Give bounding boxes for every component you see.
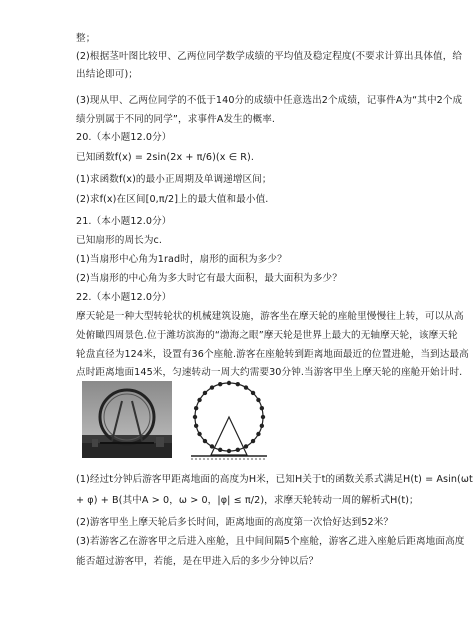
q19-part3-line2: 绩分别属于不同的同学”，求事件A发生的概率.: [76, 114, 276, 125]
q21-stem: 已知扇形的周长为c.: [76, 235, 163, 246]
cabin-dot: [260, 406, 264, 410]
q19-part2-line2: 出结论即可)；: [76, 69, 139, 80]
q22-stem-line1: 摩天轮是一种大型转轮状的机械建筑设施，游客坐在摩天轮的座舱里慢慢往上转，可以从高: [76, 311, 464, 322]
cabin-dot: [210, 385, 214, 389]
cabin-dot: [210, 444, 214, 448]
q22-part3-line1: (3)若游客乙在游客甲之后进入座舱，且中间间隔5个座舱，游客乙进入座舱后距离地面高度: [76, 536, 465, 547]
text-line-cont: 整；: [76, 33, 96, 44]
cabin-dot: [256, 398, 260, 402]
cabin-dot: [227, 381, 231, 385]
q22-part1-line2: + φ) + B(其中A > 0，ω > 0，|φ| ≤ π/2)，求摩天轮转动一周的解析式H(t)；: [76, 495, 419, 506]
ferris-wheel-photo: [82, 381, 172, 458]
cabin-dot: [244, 385, 248, 389]
cabin-dot: [256, 432, 260, 436]
cabin-dot: [236, 448, 240, 452]
cabin-dot: [251, 439, 255, 443]
cabin-dot: [218, 382, 222, 386]
cabin-dot: [203, 439, 207, 443]
q20-stem: 已知函数f(x) = 2sin(2x + π/6)(x ∈ R).: [76, 152, 255, 163]
q20-part1: (1)求函数f(x)的最小正周期及单调递增区间；: [76, 174, 272, 185]
cabin-dot: [193, 415, 197, 419]
q20-header: 20.（本小题12.0分）: [76, 132, 172, 143]
cabin-dot: [244, 444, 248, 448]
q21-part2: (2)当扇形的中心角为多大时它有最大面积，最大面积为多少？: [76, 273, 342, 284]
q22-stem-line2: 处俯瞰四周景色.位于潍坊滨海的“渤海之眼”摩天轮是世界上最大的无轴摩天轮，该摩天轮: [76, 330, 458, 341]
cabin-dot: [260, 424, 264, 428]
q22-part1-line1: (1)经过t分钟后游客甲距离地面的高度为H米，已知H关于t的函数关系式满足H(t) = Asin(ωt: [76, 474, 473, 485]
q21-part1: (1)当扇形中心角为1rad时，扇形的面积为多少？: [76, 254, 287, 265]
q22-stem-line3: 轮盘直径为124米，设置有36个座舱.游客在座舱转到距离地面最近的位置进舱，当到达最高: [76, 349, 469, 360]
cabin-dot: [197, 432, 201, 436]
q22-stem-line4: 点时距离地面145米，匀速转动一周大约需要30分钟.当游客甲坐上摩天轮的座舱开始计时.: [76, 367, 463, 378]
cabin-dot: [194, 406, 198, 410]
q19-part3-line1: (3)现从甲、乙两位同学的不低于140分的成绩中任意选出2个成绩，记事件A为“其中2个成: [76, 95, 463, 106]
q22-part2: (2)游客甲坐上摩天轮后多长时间，距离地面的高度第一次恰好达到52米？: [76, 517, 394, 528]
ferris-wheel-diagram: [187, 377, 271, 463]
q21-header: 21.（本小题12.0分）: [76, 216, 172, 227]
cabin-dot: [236, 382, 240, 386]
cabin-dot: [203, 391, 207, 395]
cabin-dot: [251, 391, 255, 395]
q22-header: 22.（本小题12.0分）: [76, 292, 172, 303]
q20-part2: (2)求f(x)在区间[0,π/2]上的最大值和最小值.: [76, 194, 269, 205]
cabin-dot: [227, 449, 231, 453]
cabin-dot: [218, 448, 222, 452]
cabin-dot: [261, 415, 265, 419]
cabin-dot: [197, 398, 201, 402]
cabin-dot: [194, 424, 198, 428]
q19-part2-line1: (2)根据茎叶图比较甲、乙两位同学数学成绩的平均值及稳定程度(不要求计算出具体值，给: [76, 51, 463, 62]
q22-part3-line2: 能否超过游客甲，若能，是在甲进入后的多少分钟以后？: [76, 556, 319, 567]
